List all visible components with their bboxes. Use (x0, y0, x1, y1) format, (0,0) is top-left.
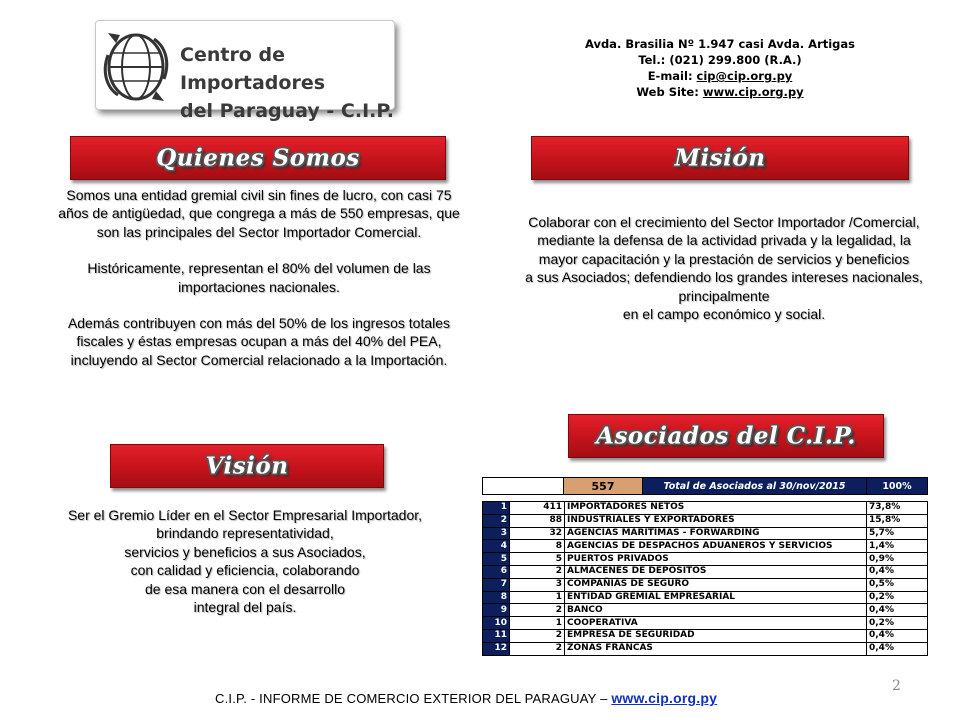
row-index: 2 (483, 514, 510, 527)
asociados-title: Asociados del C.I.P. (596, 422, 856, 450)
row-category: INDUSTRIALES Y EXPORTADORES (565, 514, 867, 527)
row-percent: 0,5% (867, 578, 928, 591)
total-count: 557 (564, 478, 643, 495)
mision-title: Misión (674, 144, 766, 172)
row-percent: 0,4% (867, 565, 928, 578)
total-pct: 100% (867, 478, 928, 495)
row-category: AGENCIAS DE DESPACHOS ADUANEROS Y SERVICIOS (565, 540, 867, 553)
row-category: COMPAÑIAS DE SEGURO (565, 578, 867, 591)
phone: Tel.: (021) 299.800 (R.A.) (638, 53, 802, 67)
row-category: COOPERATIVA (565, 617, 867, 630)
quienes-somos-title: Quienes Somos (156, 144, 360, 172)
table-row (483, 591, 928, 604)
quienes-somos-text (55, 186, 463, 369)
email-label: E-mail: (647, 69, 697, 83)
vision-l6: integral del país. (193, 599, 297, 616)
row-category: ALMACENES DE DEPOSITOS (565, 565, 867, 578)
row-category: EMPRESA DE SEGURIDAD (565, 629, 867, 642)
row-index: 10 (483, 617, 510, 630)
vision-l5: de esa manera con el desarrollo (144, 580, 345, 597)
row-count: 2 (510, 629, 565, 642)
total-label: Total de Asociados al 30/nov/2015 (643, 478, 867, 495)
row-category: PUERTOS PRIVADOS (565, 553, 867, 566)
logo-line-2: del Paraguay - C.I.P. (180, 100, 395, 122)
row-percent: 0,2% (867, 617, 928, 630)
asociados-banner (568, 414, 884, 458)
row-percent: 15,8% (867, 514, 928, 527)
table-row (483, 527, 928, 540)
row-percent: 0,4% (867, 629, 928, 642)
vision-l1: Ser el Gremio Líder en el Sector Empresarial Importador, (67, 507, 423, 523)
row-category: IMPORTADORES NETOS (565, 502, 867, 515)
total-row (483, 478, 928, 495)
row-index: 3 (483, 527, 510, 540)
logo-line-1: Centro de Importadores (180, 44, 326, 94)
cip-logo (95, 20, 395, 122)
mision-l2: a sus Asociados; defendiendo los grandes intereses nacionales, principalmente (525, 269, 923, 304)
row-count: 1 (510, 591, 565, 604)
web-link[interactable]: www.cip.org.py (702, 85, 804, 99)
web-label: Web Site: (636, 85, 703, 99)
row-count: 3 (510, 578, 565, 591)
row-category: ZONAS FRANCAS (565, 642, 867, 655)
row-index: 7 (483, 578, 510, 591)
vision-text (60, 506, 430, 616)
row-count: 5 (510, 553, 565, 566)
vision-l3: servicios y beneficios a sus Asociados, (124, 543, 366, 560)
row-index: 8 (483, 591, 510, 604)
row-count: 2 (510, 642, 565, 655)
vision-l4: con calidad y eficiencia, colaborando (130, 562, 360, 579)
mision-l3: en el campo económico y social. (622, 306, 826, 323)
cip-emblem-icon (100, 25, 172, 105)
quienes-p3: Además contribuyen con más del 50% de los ingresos totales fiscales y éstas empresas ocupan a más del 40% del PEA, incluyendo al Sector Comercial relacionado a la Importación. (67, 315, 451, 368)
mision-text (524, 213, 924, 323)
row-count: 2 (510, 604, 565, 617)
table-row (483, 540, 928, 553)
table-row (483, 642, 928, 655)
mision-banner (531, 136, 909, 180)
row-category: BANCO (565, 604, 867, 617)
row-percent: 0,9% (867, 553, 928, 566)
row-count: 2 (510, 565, 565, 578)
row-index: 9 (483, 604, 510, 617)
vision-title: Visión (205, 452, 289, 480)
logo-text (180, 41, 394, 125)
footer (215, 690, 717, 706)
asociados-table (482, 501, 928, 656)
email-link[interactable]: cip@cip.org.py (696, 69, 793, 83)
row-percent: 0,4% (867, 642, 928, 655)
row-percent: 0,4% (867, 604, 928, 617)
table-row (483, 629, 928, 642)
row-count: 411 (510, 502, 565, 515)
row-index: 6 (483, 565, 510, 578)
row-percent: 0,2% (867, 591, 928, 604)
table-row (483, 617, 928, 630)
row-percent: 5,7% (867, 527, 928, 540)
footer-text: C.I.P. - INFORME DE COMERCIO EXTERIOR DEL PARAGUAY – (215, 691, 612, 706)
total-spacer (483, 478, 564, 495)
vision-banner (110, 444, 384, 488)
row-index: 4 (483, 540, 510, 553)
email-row (570, 68, 870, 84)
table-row (483, 553, 928, 566)
row-index: 1 (483, 502, 510, 515)
footer-link[interactable]: www.cip.org.py (611, 690, 718, 706)
quienes-somos-banner (70, 136, 446, 180)
contact-info (570, 36, 870, 100)
table-row (483, 565, 928, 578)
asociados-table-body (483, 502, 928, 656)
quienes-p1: Somos una entidad gremial civil sin fines de lucro, con casi 75 años de antigüedad, que congrega a más de 550 empresas, que son las principales del Sector Importador Comercial. (58, 187, 460, 240)
table-row (483, 502, 928, 515)
mision-l1: Colaborar con el crecimiento del Sector Importador /Comercial, mediante la defensa de la actividad privada y la legalidad, la mayor capacitación y la prestación de servicios y beneficios (528, 214, 920, 267)
row-percent: 1,4% (867, 540, 928, 553)
row-count: 8 (510, 540, 565, 553)
table-row (483, 578, 928, 591)
page-number: 2 (892, 678, 901, 694)
table-row (483, 514, 928, 527)
row-index: 5 (483, 553, 510, 566)
table-row (483, 604, 928, 617)
quienes-p2: Históricamente, representan el 80% del volumen de las importaciones nacionales. (87, 260, 431, 295)
row-category: ENTIDAD GREMIAL EMPRESARIAL (565, 591, 867, 604)
row-count: 1 (510, 617, 565, 630)
row-count: 88 (510, 514, 565, 527)
row-percent: 73,8% (867, 502, 928, 515)
row-count: 32 (510, 527, 565, 540)
address: Avda. Brasilia Nº 1.947 casi Avda. Artigas (584, 37, 856, 51)
asociados-total-table (482, 477, 928, 495)
row-index: 11 (483, 629, 510, 642)
vision-l2: brindando representatividad, (156, 525, 334, 542)
row-index: 12 (483, 642, 510, 655)
row-category: AGENCIAS MARITIMAS - FORWARDING (565, 527, 867, 540)
web-row (570, 84, 870, 100)
